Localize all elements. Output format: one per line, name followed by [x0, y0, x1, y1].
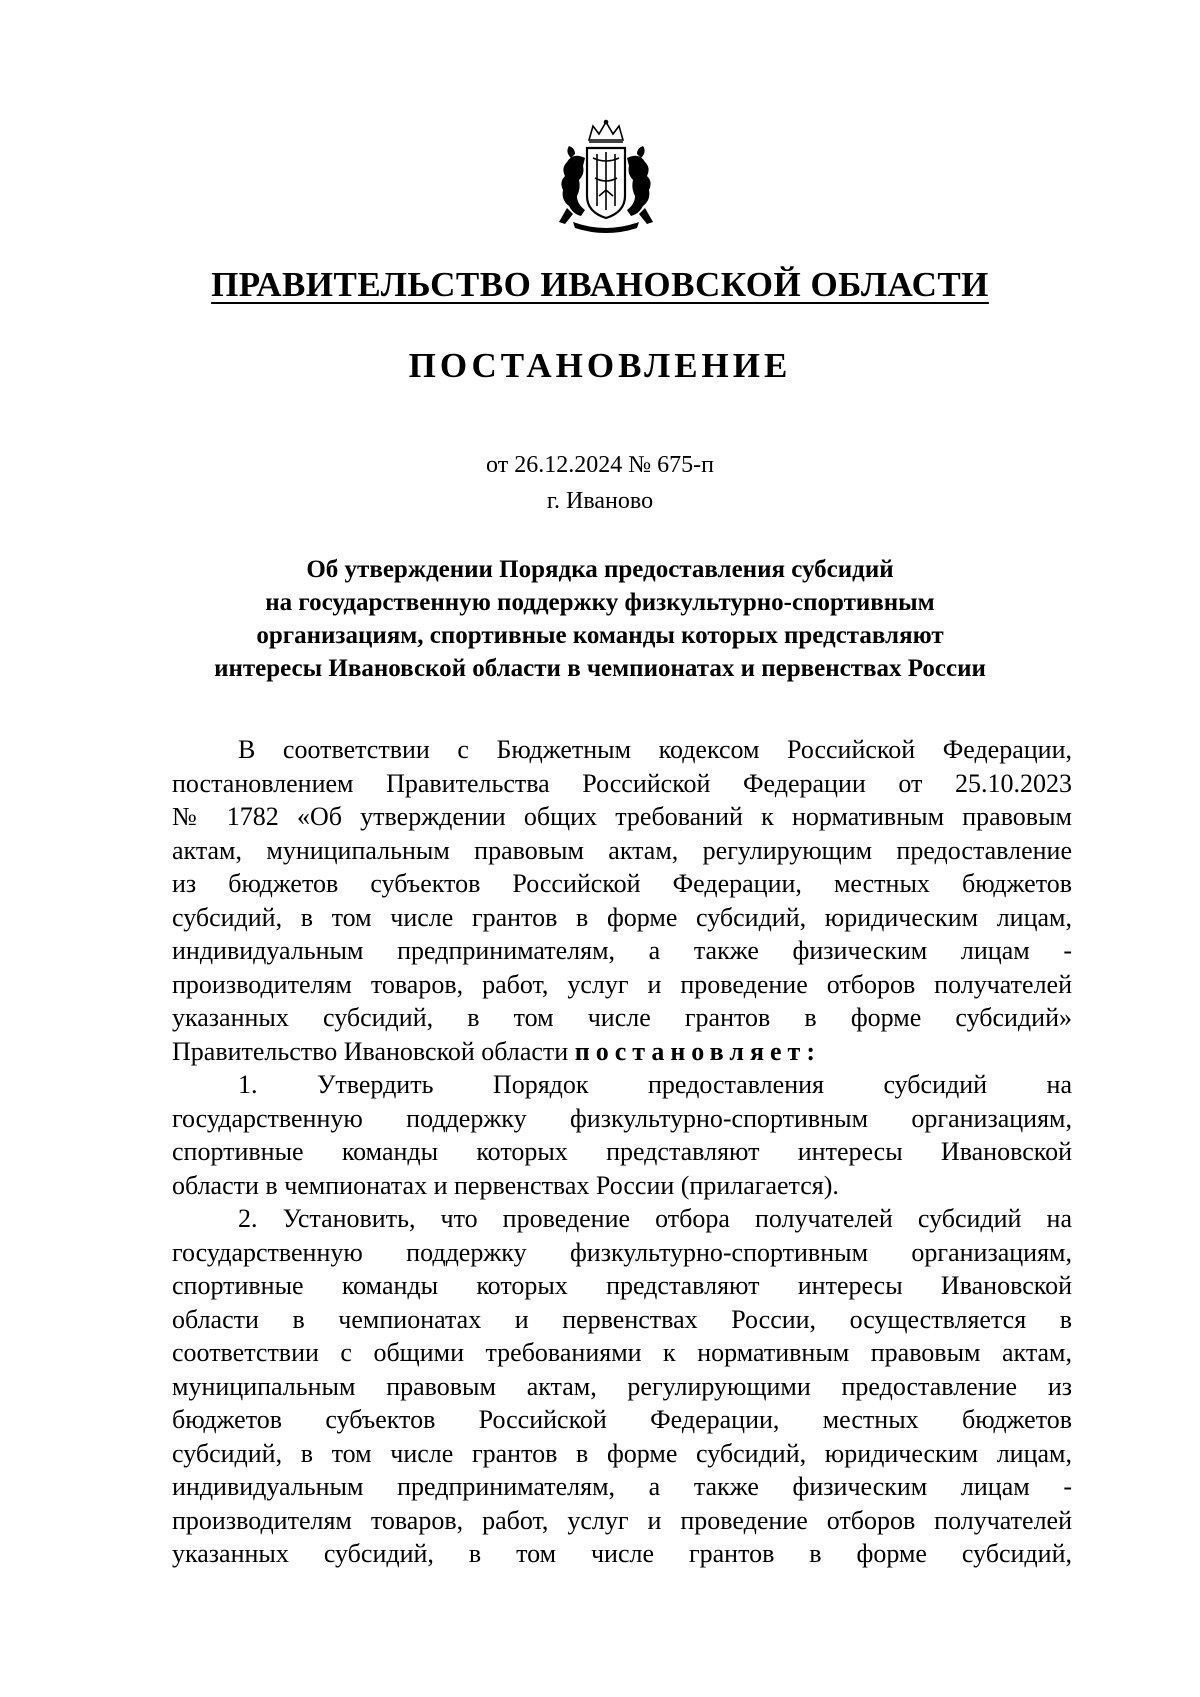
subject-line: Об утверждении Порядка предоставления субсидий	[306, 556, 894, 583]
document-type: ПОСТАНОВЛЕНИЕ	[408, 346, 792, 385]
document-subject	[160, 553, 1040, 685]
preamble-line: В соответствии с Бюджетным кодексом Российской Федерации,	[238, 735, 1072, 764]
clause-2-line: производителям товаров, работ, услуг и проведение отборов получателей	[172, 1505, 1072, 1535]
clause-2-line: спортивные команды которых представляют интересы Ивановской	[172, 1271, 1072, 1300]
preamble-closing-text: Правительство Ивановской области	[172, 1036, 575, 1066]
clause-2-line: области в чемпионатах и первенствах России, осуществляется в	[172, 1304, 1072, 1334]
clause-2-line: соответствии с общими требованиями к нормативным правовым актам,	[172, 1338, 1072, 1367]
preamble-line: субсидий, в том числе грантов в форме субсидий, юридическим лицам,	[172, 902, 1072, 932]
preamble-line: индивидуальным предпринимателям, а также физическим лицам -	[172, 936, 1072, 965]
subject-line: интересы Ивановской области в чемпионатах и первенствах России	[214, 655, 986, 682]
subject-line: на государственную поддержку физкультурно-спортивным	[265, 589, 935, 616]
coat-of-arms-emblem	[551, 118, 661, 238]
clause-2-line: 2. Установить, что проведение отбора получателей субсидий на	[238, 1204, 1072, 1233]
clause-1-line: области в чемпионатах и первенствах России (прилагается).	[172, 1170, 839, 1200]
resolves-word: постановляет:	[574, 1036, 821, 1066]
preamble-closing-line	[172, 1035, 1072, 1069]
preamble-line: постановлением Правительства Российской Федерации от 25.10.2023	[172, 768, 1072, 798]
preamble-line: № 1782 «Об утверждении общих требований к нормативным правовым	[172, 802, 1072, 831]
government-title	[0, 265, 1200, 305]
clause-2-line: указанных субсидий, в том числе грантов в форме субсидий,	[172, 1539, 1072, 1568]
preamble-line: актам, муниципальным правовым актам, регулирующим предоставление	[172, 835, 1072, 865]
subject-line: организациям, спортивные команды которых представляют	[256, 622, 944, 649]
clause-2-line: субсидий, в том числе грантов в форме субсидий, юридическим лицам,	[172, 1438, 1072, 1468]
document-city: г. Иваново	[546, 488, 654, 514]
preamble-line: указанных субсидий, в том числе грантов в форме субсидий»	[172, 1003, 1072, 1032]
government-title-text: ПРАВИТЕЛЬСТВО ИВАНОВСКОЙ ОБЛАСТИ	[211, 265, 989, 304]
clause-1-line: спортивные команды которых представляют интересы Ивановской	[172, 1137, 1072, 1166]
clause-2-line: муниципальным правовым актам, регулирующими предоставление из	[172, 1371, 1072, 1401]
document-body	[172, 733, 1072, 1571]
document-date-number: от 26.12.2024 № 675-п	[486, 452, 714, 478]
clause-2-line: государственную поддержку физкультурно-спортивным организациям,	[172, 1237, 1072, 1267]
clause-2-line: индивидуальным предпринимателям, а также физическим лицам -	[172, 1472, 1072, 1501]
clause-1-line: государственную поддержку физкультурно-спортивным организациям,	[172, 1103, 1072, 1133]
preamble-line: производителям товаров, работ, услуг и проведение отборов получателей	[172, 969, 1072, 999]
preamble-line: из бюджетов субъектов Российской Федерации, местных бюджетов	[172, 869, 1072, 898]
clause-2-line: бюджетов субъектов Российской Федерации, местных бюджетов	[172, 1405, 1072, 1434]
clause-1-line: 1. Утвердить Порядок предоставления субсидий на	[238, 1070, 1072, 1099]
